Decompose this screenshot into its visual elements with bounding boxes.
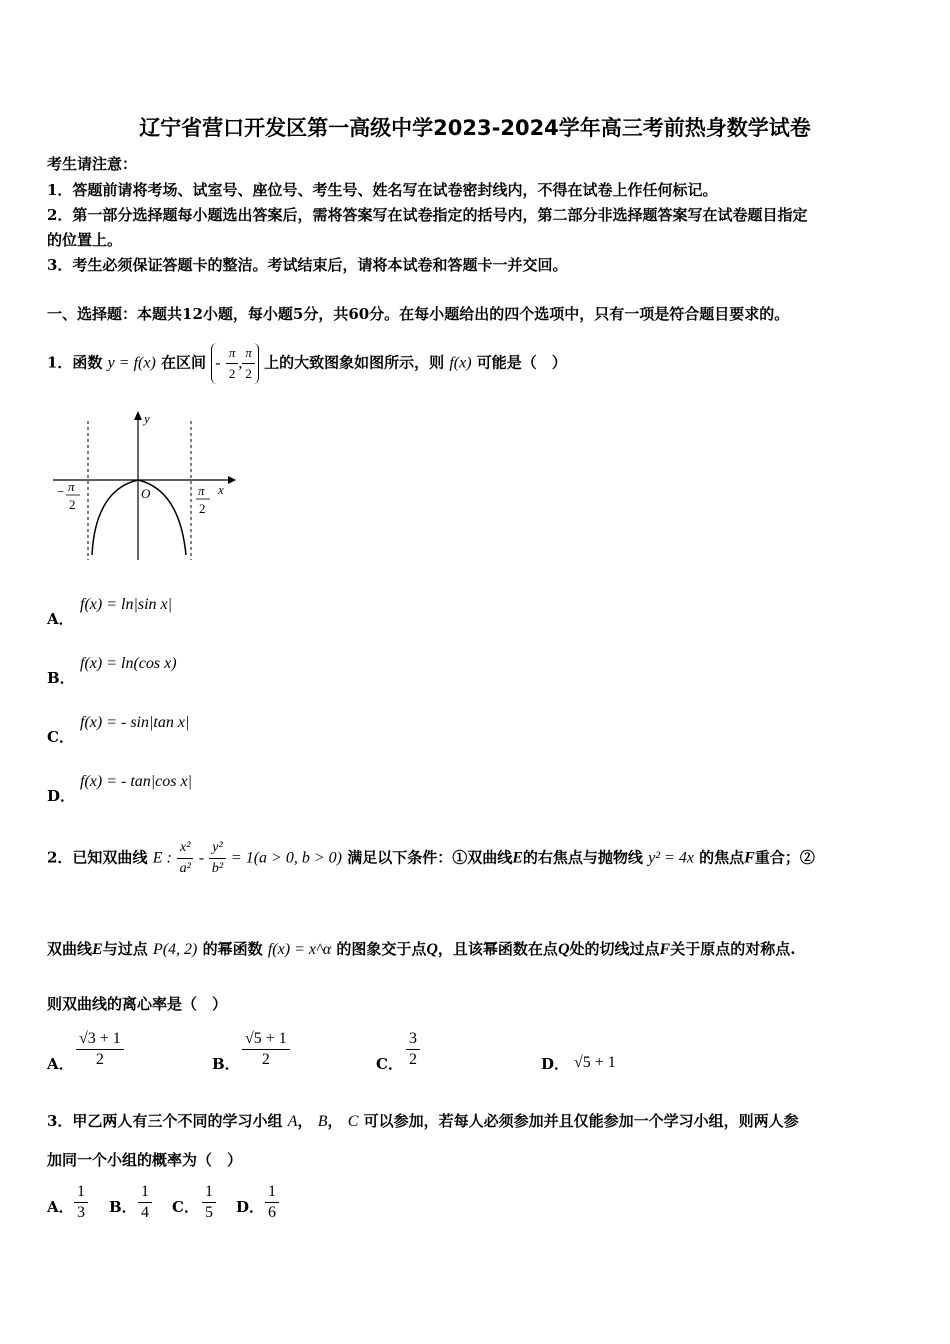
curve [92,480,186,555]
q3-option-d-value: $\frac{1}{6}$ [265,1182,279,1223]
q2-option-c-value: $\frac{3}{2}$ [406,1029,420,1070]
q2-option-c-label[interactable]: C． [376,1055,403,1073]
notice-item-2b: 的位置上。 [47,231,123,249]
q1-option-b-label[interactable]: B． [47,669,75,687]
notice-heading: 考生请注意： [47,155,138,173]
q1-option-a-expr: f(x) = ln|sin x| [80,596,173,613]
q1-option-b-expr: f(x) = ln(cos x) [80,655,177,672]
q2-option-d-label[interactable]: D． [541,1055,570,1073]
q2-option-b-value: $\frac{√5 + 1}{2}$ [242,1029,290,1070]
right-tick-den: 2 [199,501,206,516]
x-axis-arrow [228,476,236,484]
x-label: x [218,482,224,497]
q2-option-d-value: √5 + 1 [574,1054,616,1071]
left-tick-den: 2 [69,497,76,512]
q1-option-a-label[interactable]: A． [47,610,74,628]
interval-expression: - $\frac{\pi}{2}$ , $\frac{\pi}{2}$ [211,343,259,384]
y-label: y [144,411,150,426]
function-graph [48,405,238,565]
question-2-line-2: 双曲线E与过点 P(4, 2) 的幂函数 f(x) = x^α 的图象交于点Q，且该幂函数在点Q处的切线过点F关于原点的对称点. [47,940,796,958]
q3-option-c-value: $\frac{1}{5}$ [202,1182,216,1223]
q3-option-b-value: $\frac{1}{4}$ [138,1182,152,1223]
origin-label: O [141,486,151,501]
question-1-stem: 1．函数 y = f(x) 在区间 - $\frac{\pi}{2}$ , $\frac{\pi}{2}$ 上的大致图象如图所示，则 f(x) 可能是（ ） [47,343,567,384]
question-3-line-1: 3．甲乙两人有三个不同的学习小组 A， B， C 可以参加，若每人必须参加并且仅能参加一个学习小组，则两人参 [47,1112,799,1130]
right-tick-num: π [198,483,205,498]
q2-option-b-label[interactable]: B． [212,1055,240,1073]
q3-option-d-label[interactable]: D． [236,1198,265,1216]
y-axis-arrow [134,411,142,420]
q1-option-d-expr: f(x) = - tan|cos x| [80,773,192,790]
q3-option-a-label[interactable]: A． [47,1198,74,1216]
left-tick-sign: − [57,484,65,499]
q1-option-d-label[interactable]: D． [47,787,76,805]
page-title: 辽宁省营口开发区第一高级中学2023-2024学年高三考前热身数学试卷 [139,116,811,140]
q1-option-c-expr: f(x) = - sin|tan x| [80,714,190,731]
q3-option-b-label[interactable]: B． [109,1198,137,1216]
q1-option-c-label[interactable]: C． [47,728,74,746]
q3-option-c-label[interactable]: C． [172,1198,199,1216]
notice-item-3: 3．考生必须保证答题卡的整洁。考试结束后，请将本试卷和答题卡一并交回。 [47,256,568,274]
left-tick-num: π [68,479,75,494]
section-heading: 一、选择题：本题共12小题，每小题5分，共60分。在每小题给出的四个选项中，只有一项是符合题目要求的。 [47,305,790,323]
q3-option-a-value: $\frac{1}{3}$ [74,1182,88,1223]
question-3-line-2: 加同一个小组的概率为（ ） [47,1151,243,1169]
q2-option-a-value: $\frac{√3 + 1}{2}$ [76,1029,124,1070]
q2-option-a-label[interactable]: A． [47,1055,74,1073]
question-2-line-3: 则双曲线的离心率是（ ） [47,995,228,1013]
notice-item-2a: 2．第一部分选择题每小题选出答案后，需将答案写在试卷指定的括号内，第二部分非选择题答案写在试卷题目指定 [47,206,808,224]
question-2-line-1: 2．已知双曲线 E : $\frac{\text{x²}}{\text{a²}}$ - $\frac{\text{y²}}{\text{b²}}$ = 1(a > 0, b > 0) 满足以下条件：①双曲线E的右焦点与抛物线 y² = 4x 的焦点F重合；② [47,840,815,876]
notice-item-1: 1．答题前请将考场、试室号、座位号、考生号、姓名写在试卷密封线内，不得在试卷上作任何标记。 [47,181,718,199]
